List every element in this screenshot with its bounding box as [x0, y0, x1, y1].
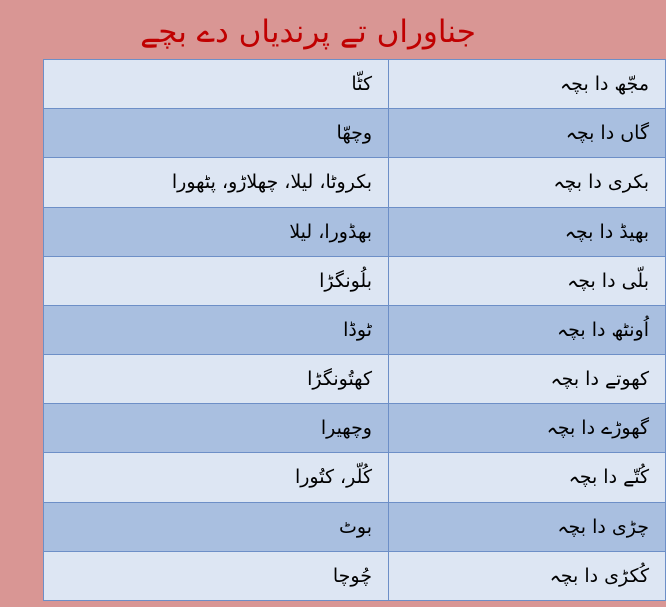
young-name-cell: ٹوڈا: [44, 305, 389, 354]
animal-cell: چڑی دا بچہ: [389, 502, 666, 551]
young-name-cell: بلُونگڑا: [44, 256, 389, 305]
young-name-cell: بکروٹا، لیلا، چھلاڑو، پٹھورا: [44, 158, 389, 207]
young-name-cell: کھتُونگڑا: [44, 355, 389, 404]
animal-cell: بلّی دا بچہ: [389, 256, 666, 305]
table-row: [44, 502, 666, 551]
page-title: جناوراں تے پرندیاں دے بچے: [140, 14, 476, 50]
animal-cell: مجّھ دا بچہ: [389, 60, 666, 109]
animal-young-table: [43, 59, 666, 601]
animal-cell: بکری دا بچہ: [389, 158, 666, 207]
animal-cell: گھوڑے دا بچہ: [389, 404, 666, 453]
table-row: [44, 207, 666, 256]
young-name-cell: بوٹ: [44, 502, 389, 551]
table-row: [44, 256, 666, 305]
table-row: [44, 158, 666, 207]
animal-cell: کھوتے دا بچہ: [389, 355, 666, 404]
table-row: [44, 404, 666, 453]
animal-cell: بھیڈ دا بچہ: [389, 207, 666, 256]
table-row: [44, 60, 666, 109]
young-name-cell: بھڈورا، لیلا: [44, 207, 389, 256]
table-row: [44, 551, 666, 600]
table-row: [44, 355, 666, 404]
animal-cell: اُونٹھ دا بچہ: [389, 305, 666, 354]
animal-cell: کُتّے دا بچہ: [389, 453, 666, 502]
young-name-cell: وچھّا: [44, 109, 389, 158]
animal-cell: کُکڑی دا بچہ: [389, 551, 666, 600]
animal-cell: گاں دا بچہ: [389, 109, 666, 158]
table-row: [44, 305, 666, 354]
young-name-cell: وچھیرا: [44, 404, 389, 453]
young-name-cell: کُلّر، کتُورا: [44, 453, 389, 502]
young-name-cell: چُوچا: [44, 551, 389, 600]
table-row: [44, 453, 666, 502]
table-row: [44, 109, 666, 158]
young-name-cell: کٹّا: [44, 60, 389, 109]
